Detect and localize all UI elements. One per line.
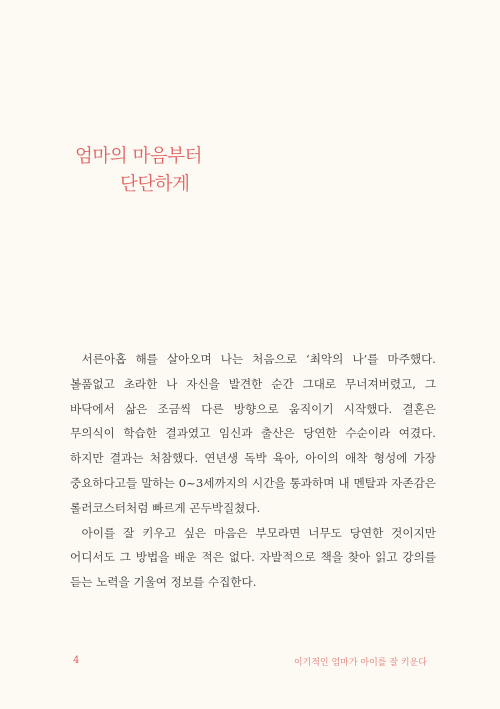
page-footer: [73, 655, 427, 671]
body-text: [70, 347, 436, 595]
chapter-heading: [75, 143, 202, 199]
running-title: 이기적인 엄마가 아이를 잘 키운다: [293, 658, 427, 668]
body-paragraph: 서른아홉 해를 살아오며 나는 처음으로 ‘최악의 나’를 마주했다. 볼품없고 초라한 나 자신을 발견한 순간 그대로 무너져버렸고, 그 바닥에서 삶은 조금씩 다른 방향으로 움직이기 시작했다. 결혼은 무의식이 학습한 결과였고 임신과 출산은 당연한 수순이라 여겼다. 하지만 결과는 처참했다. 연년생 독박 육아, 아이의 애착 형성에 가장 중요하다고들 말하는 0~3세까지의 시간을 통과하며 내 멘탈과 자존감은 롤러코스터처럼 빠르게 곤두박질쳤다.: [70, 352, 436, 515]
chapter-heading-line-1: 엄마의 마음부터: [75, 146, 202, 167]
body-paragraph: 아이를 잘 키우고 싶은 마음은 부모라면 너무도 당연한 것이지만 어디서도 그 방법을 배운 적은 없다. 자발적으로 책을 찾아 읽고 강의를 듣는 노력을 기울여 정보를 수집한다.: [70, 525, 436, 590]
chapter-heading-line-2: 단단하게: [120, 174, 190, 195]
page-number: 4: [73, 655, 80, 666]
